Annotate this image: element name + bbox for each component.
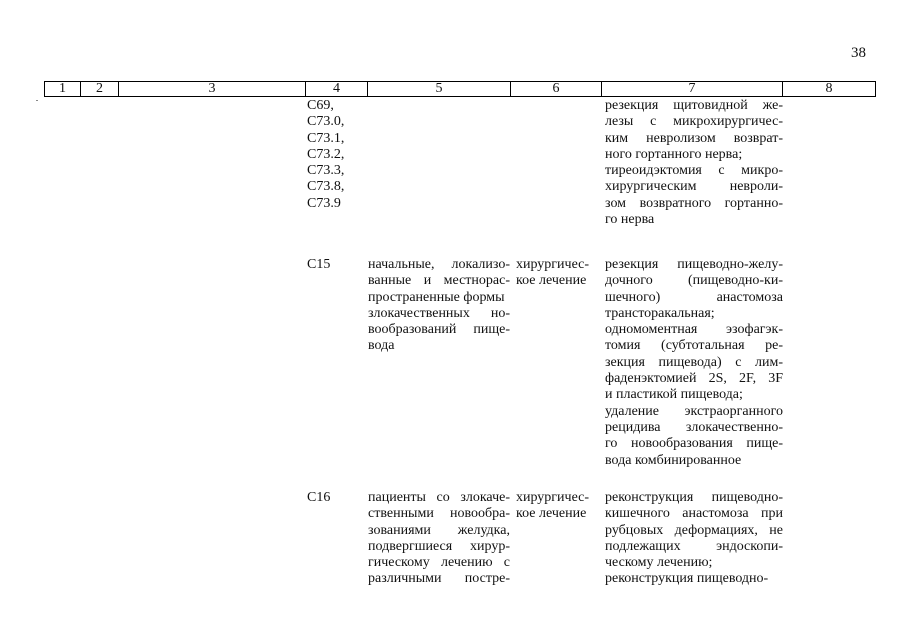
row-2-method-line: удаление экстраорганного [605, 403, 783, 419]
row-1-treatment-method [605, 98, 783, 228]
row-2-model-line: злокачественных но- [368, 305, 510, 321]
row-1-method-line: тиреоидэктомия с микро- [605, 163, 783, 179]
row-1-code-line: C73.9 [307, 195, 341, 211]
row-3-model-line: различными постре- [368, 571, 510, 587]
row-1-code-line: C73.1, [307, 130, 345, 146]
column-number-1: 1 [45, 82, 81, 96]
row-3-diagnosis-codes [307, 490, 367, 506]
scan-speck [36, 100, 38, 101]
row-1-code-line: C73.3, [307, 163, 345, 179]
row-1-method-line: ного гортанного нерва; [605, 146, 743, 162]
row-2-method-line: го новообразования пище- [605, 436, 783, 452]
row-3-treatment-type [516, 490, 596, 523]
column-number-5: 5 [368, 82, 511, 96]
row-3-method-line: реконструкция пищеводно- [605, 571, 769, 587]
row-2-code-line: C15 [307, 257, 331, 272]
column-number-2: 2 [81, 82, 119, 96]
row-2-model-line: ванные и местнорас- [368, 273, 510, 289]
row-3-model-line: зованиями желудка, [368, 522, 510, 538]
column-number-3: 3 [119, 82, 306, 96]
column-number-7: 7 [602, 82, 783, 96]
row-1-method-line: хирургическим невроли- [605, 179, 783, 195]
row-3-method-line: ческому лечению; [605, 555, 713, 571]
row-2-treatment-method [605, 257, 783, 469]
row-3-treatment-method [605, 490, 783, 588]
row-2-method-line: дочного (пищеводно-ки- [605, 273, 783, 289]
row-3-method-line: кишечного анастомоза при [605, 506, 783, 522]
row-2-diagnosis-codes [307, 257, 367, 273]
row-1-method-line: го нерва [605, 212, 655, 228]
row-2-method-line: и пластикой пищевода; [605, 387, 743, 403]
row-2-method-line: резекция пищеводно-желу- [605, 257, 783, 272]
column-number-4: 4 [306, 82, 368, 96]
row-2-method-line: фаденэктомией 2S, 2F, 3F [605, 371, 783, 387]
row-1-method-line: зом возвратного гортанно- [605, 195, 783, 211]
row-2-model-line: пространенные формы [368, 289, 505, 305]
row-3-type-line: кое лечение [516, 506, 587, 522]
row-2-method-line: шечного) анастомоза [605, 289, 783, 305]
row-1-diagnosis-codes [307, 98, 367, 212]
column-number-6: 6 [511, 82, 602, 96]
row-1-method-line: ким невролизом возврат- [605, 130, 783, 146]
row-3-model-line: гическому лечению с [368, 555, 510, 571]
row-2-method-line: рецидива злокачественно- [605, 419, 783, 435]
row-3-method-line: реконструкция пищеводно- [605, 490, 783, 505]
table-header-row [44, 81, 876, 97]
row-2-method-line: зекция пищевода) с лим- [605, 354, 783, 370]
row-2-type-line: хирургичес- [516, 257, 590, 272]
row-2-method-line: томия (субтотальная ре- [605, 338, 783, 354]
page-number: 38 [851, 45, 866, 61]
row-1-code-line: C73.2, [307, 146, 345, 162]
row-2-method-line: трансторакальная; [605, 305, 715, 321]
row-1-code-line: C73.0, [307, 114, 345, 130]
row-1-code-line: C73.8, [307, 179, 345, 195]
row-2-model-line: вода [368, 338, 395, 354]
row-3-code-line: C16 [307, 490, 331, 505]
row-3-type-line: хирургичес- [516, 490, 590, 505]
row-3-patient-model [368, 490, 510, 588]
column-number-8: 8 [825, 81, 833, 96]
row-3-method-line: рубцовых деформациях, не [605, 522, 783, 538]
row-2-type-line: кое лечение [516, 273, 587, 289]
row-2-treatment-type [516, 257, 596, 290]
row-3-model-line: пациенты со злокаче- [368, 490, 510, 505]
row-3-model-line: подвергшиеся хирур- [368, 538, 510, 554]
row-1-code-line: C69, [307, 98, 334, 113]
row-1-method-line: резекция щитовидной же- [605, 98, 783, 113]
row-2-patient-model [368, 257, 510, 355]
row-2-method-line: вода комбинированное [605, 452, 742, 468]
row-2-method-line: одномоментная эзофагэк- [605, 322, 783, 338]
row-2-model-line: начальные, локализо- [368, 257, 510, 272]
row-3-method-line: подлежащих эндоскопи- [605, 538, 783, 554]
row-2-model-line: вообразований пище- [368, 322, 510, 338]
row-1-method-line: лезы с микрохирургичес- [605, 114, 783, 130]
row-3-model-line: ственными новообра- [368, 506, 510, 522]
